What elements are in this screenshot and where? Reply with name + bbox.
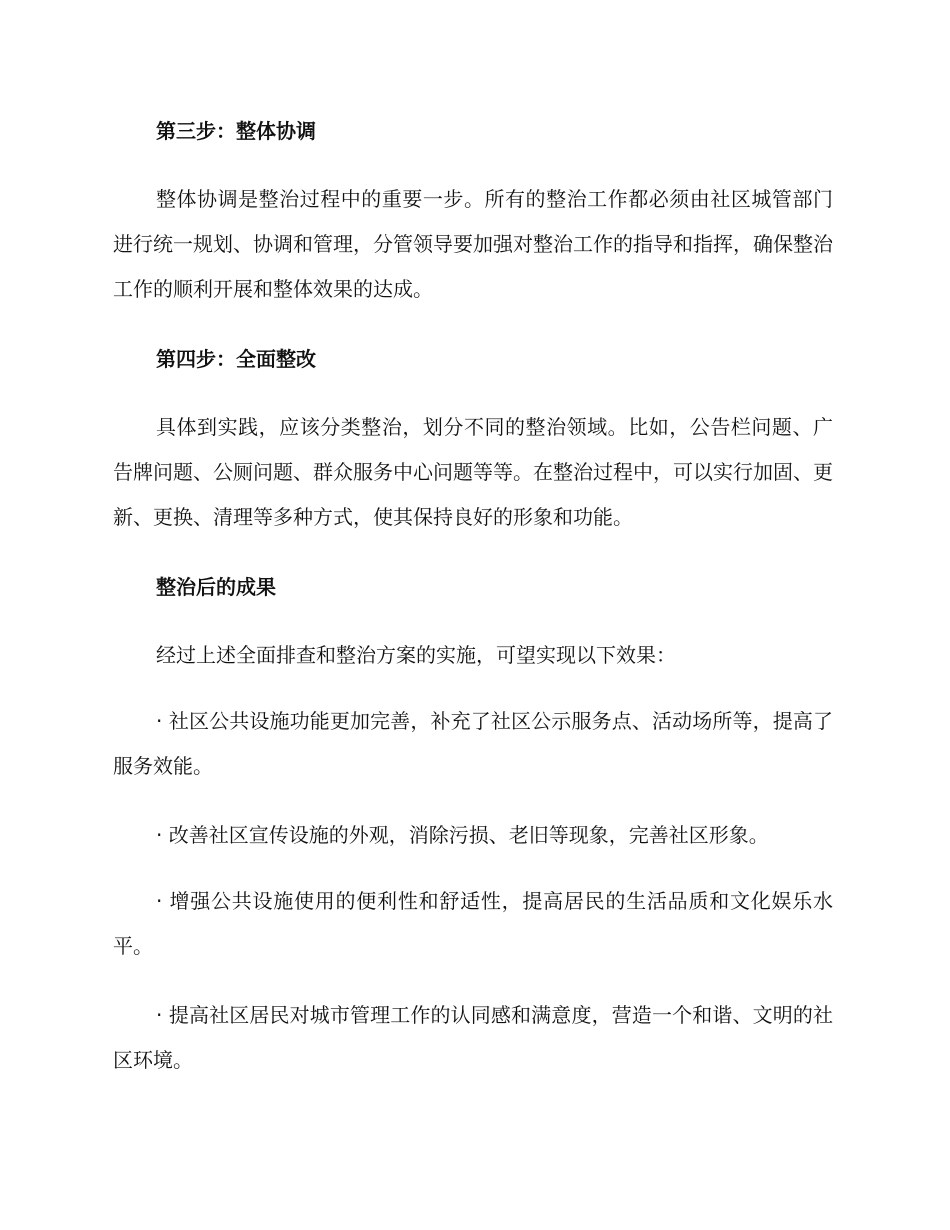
section-heading-step-three: 第三步：整体协调 [156,119,316,143]
bullet-item-appearance: · 改善社区宣传设施的外观，消除污损、老旧等现象，完善社区形象。 [156,823,769,847]
paragraph-results-intro: 经过上述全面排查和整治方案的实施，可望实现以下效果： [156,643,676,667]
paragraph-overall-coordination: 整体协调是整治过程中的重要一步。所有的整治工作都必须由社区城管部门进行统一规划、协调和管理，分管领导要加强对整治工作的指导和指挥，确保整治工作的顺利开展和整体效果的达成。 [113,187,833,301]
section-heading-step-four: 第四步：全面整改 [156,347,316,371]
bullet-item-convenience: · 增强公共设施使用的便利性和舒适性，提高居民的生活品质和文化娱乐水平。 [113,889,833,958]
document-body [113,108,833,1107]
bullet-item-facilities: · 社区公共设施功能更加完善，补充了社区公示服务点、活动场所等，提高了服务效能。 [113,709,833,778]
section-heading-results: 整治后的成果 [156,575,276,599]
paragraph-comprehensive-rectification: 具体到实践，应该分类整治，划分不同的整治领域。比如，公告栏问题、广告牌问题、公厕问题、群众服务中心问题等等。在整治过程中，可以实行加固、更新、更换、清理等多种方式，使其保持良好的形象和功能。 [113,415,833,529]
bullet-item-satisfaction: · 提高社区居民对城市管理工作的认同感和满意度，营造一个和谐、文明的社区环境。 [113,1003,833,1072]
